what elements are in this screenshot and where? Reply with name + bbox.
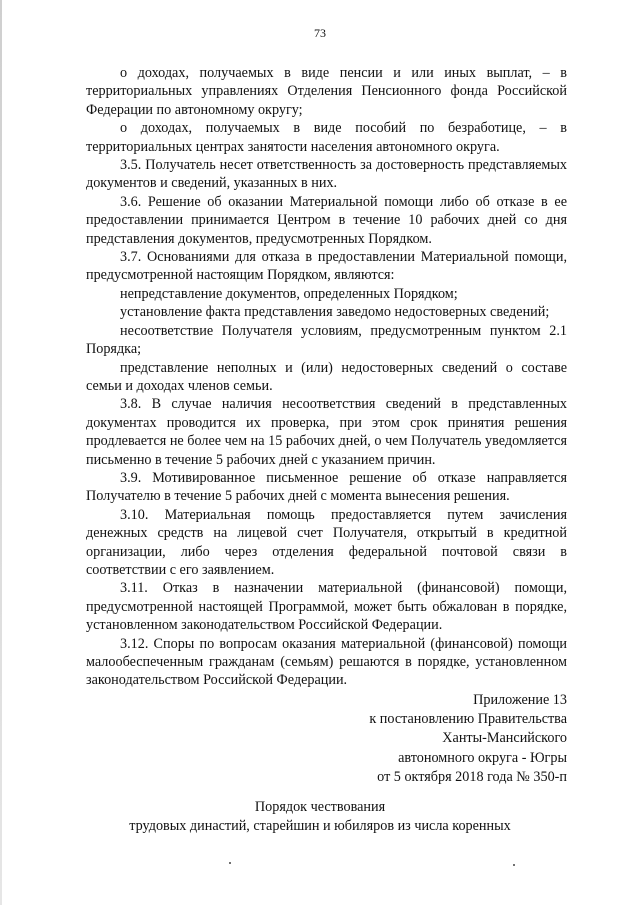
paragraph: установление факта представления заведомо недостоверных сведений; <box>120 304 550 321</box>
appendix-label: Приложение 13 <box>473 692 567 708</box>
paragraph: о доходах, получаемых в виде пенсии и или иных выплат, – в территориальных управлениях Отделения Пенсионного фонда Российской Федерации по автономному округу; <box>86 65 567 118</box>
paragraph: 3.8. В случае наличия несоответствия сведений в представленных документах проводится их проверка, при этом срок принятия решения продлевается не более чем на 15 рабочих дней, о чем Получатель уведомляется письменно в течение 5 рабочих дней с указанием причин. <box>86 396 567 468</box>
paragraph: несоответствие Получателя условиям, предусмотренным пунктом 2.1 Порядка; <box>86 322 567 358</box>
appendix-header <box>247 691 567 787</box>
page-number: 73 <box>314 26 326 40</box>
scan-speck <box>229 862 231 864</box>
paragraph: непредставление документов, определенных Порядком; <box>120 285 458 302</box>
paragraph: 3.6. Решение об оказании Материальной помощи либо об отказе в ее предоставлении принимается Центром в течение 10 рабочих дней со дня представления документов, предусмотренных Порядком. <box>86 193 567 247</box>
title-line: трудовых династий, старейшин и юбиляров из числа коренных <box>129 818 511 834</box>
paragraph: 3.7. Основаниями для отказа в предоставлении Материальной помощи, предусмотренной настоящим Порядком, являются: <box>86 249 567 284</box>
paragraph: 3.10. Материальная помощь предоставляется путем зачисления денежных средств на лицевой счет Получателя, открытый в кредитной организации, либо через отделения федеральной почтовой связи в соответствии с его заявлением. <box>86 506 567 578</box>
appendix-okrug: автономного округа - Югры <box>398 749 567 766</box>
document-body <box>86 64 567 690</box>
scan-speck <box>513 864 515 866</box>
paragraph: 3.12. Споры по вопросам оказания материальной (финансовой) помощи малообеспеченным гражданам (семьям) решаются в порядке, установленном законодательством Российской Федерации. <box>86 635 567 689</box>
appendix-region: Ханты-Мансийского <box>442 730 567 747</box>
paragraph: представление неполных и (или) недостоверных сведений о составе семьи и доходах членов семьи. <box>86 359 567 394</box>
title-line: Порядок чествования <box>254 799 386 815</box>
paragraph: 3.5. Получатель несет ответственность за достоверность представляемых документов и сведений, указанных в них. <box>86 157 567 192</box>
paragraph: 3.11. Отказ в назначении материальной (финансовой) помощи, предусмотренной настоящей Программой, может быть обжалован в порядке, установленном законодательством Российской Федерации. <box>86 580 567 634</box>
appendix-date: от 5 октября 2018 года № 350-п <box>377 768 567 785</box>
paragraph: 3.9. Мотивированное письменное решение об отказе направляется Получателю в течение 5 рабочих дней с момента вынесения решения. <box>86 469 567 505</box>
scan-edge <box>0 0 2 905</box>
document-title <box>0 798 640 836</box>
paragraph: о доходах, получаемых в виде пособий по безработице, – в территориальных центрах занятости населения автономного округа. <box>86 120 567 155</box>
appendix-ref: к постановлению Правительства <box>369 711 567 728</box>
